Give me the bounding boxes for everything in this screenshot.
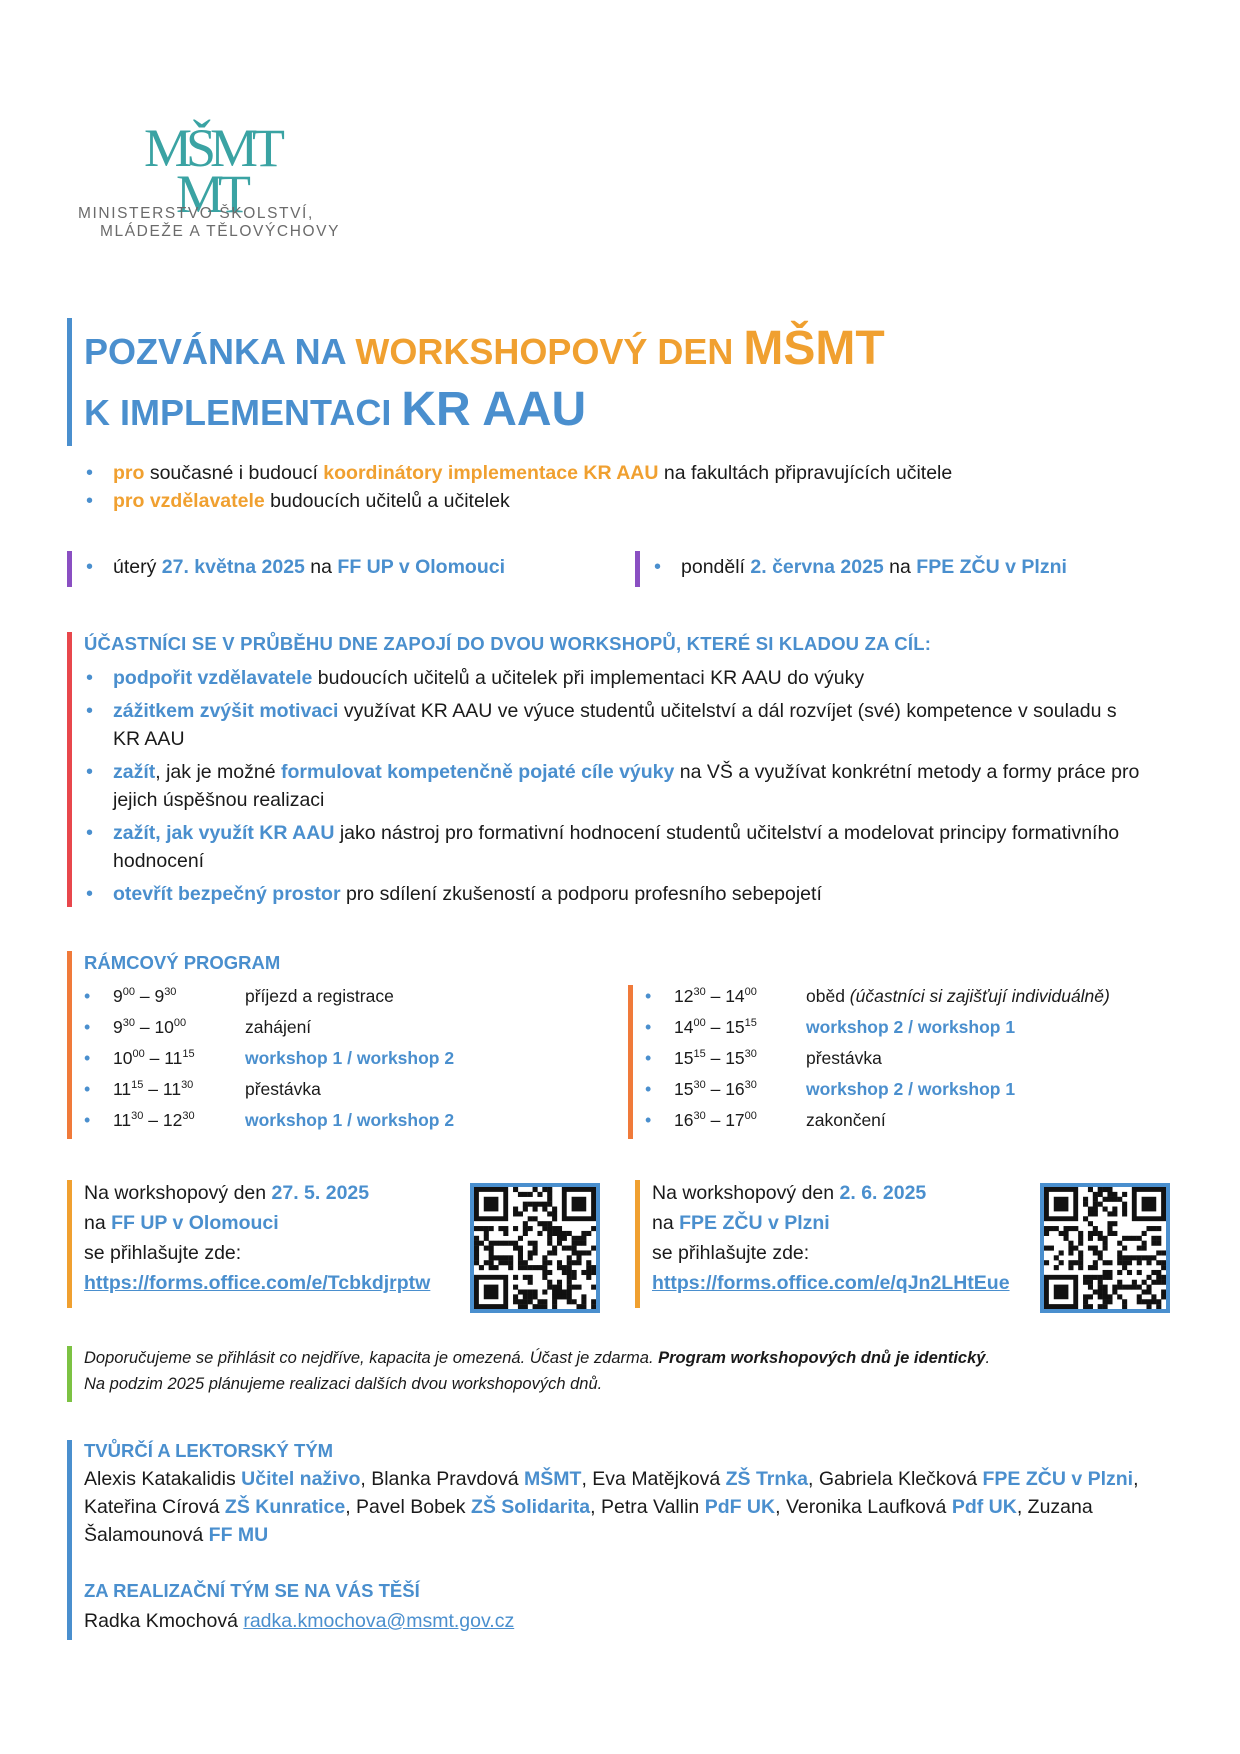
- team-member-name: Petra Vallin: [600, 1496, 705, 1518]
- team-member-name: Zuzana Šalamounová: [84, 1496, 1093, 1546]
- bullet-icon: •: [84, 1048, 91, 1068]
- program-time: $9^{30} - 10^{00}$: [113, 1017, 187, 1037]
- bullet-icon: •: [84, 1017, 91, 1037]
- list-item: • pro vzdělavatele budoucích učitelů a učitelek: [84, 487, 1164, 515]
- note-text: Doporučujeme se přihlásit co nejdříve, kapacita je omezená. Účast je zdarma. Program workshopových dnů je identický. Na podzim 2025 plánujeme realizaci dalších dvou workshopových dnů.: [84, 1349, 991, 1393]
- title-part: WORKSHOPOVÝ DEN: [355, 331, 744, 372]
- program-right: [645, 983, 1205, 1138]
- date-plzen: [652, 553, 1067, 581]
- registration-plzen: Na workshopový den 2. 6. 2025 na FPE ZČU v Plzni se přihlašujte zde: https://forms.office.com/e/qJn2LHtEue: [652, 1182, 1010, 1294]
- team-member-org: FF MU: [208, 1524, 269, 1546]
- list-item: • podpořit vzdělavatele budoucích učitelů a učitelek při implementaci KR AAU do výuky: [84, 664, 1144, 692]
- program-row: [645, 1045, 1205, 1076]
- title-part: K IMPLEMENTACI: [84, 392, 402, 433]
- goals-heading: ÚČASTNÍCI SE V PRŮBĚHU DNE ZAPOJÍ DO DVOU WORKSHOPŮ, KTERÉ SI KLADOU ZA CÍL:: [84, 633, 932, 654]
- program-time: $14^{00} - 15^{15}$: [674, 1017, 757, 1037]
- title-bar: [67, 318, 72, 446]
- bullet-icon: •: [645, 1079, 652, 1099]
- team-member-org: PdF UK: [704, 1496, 776, 1518]
- list-item: • pro současné i budoucí koordinátory implementace KR AAU na fakultách připravujících učitele: [84, 459, 1164, 487]
- program-activity: workshop 1 / workshop 2: [245, 1110, 455, 1130]
- program-row: [84, 1076, 564, 1107]
- program-row: [645, 1014, 1205, 1045]
- program-activity: zahájení: [245, 1017, 312, 1037]
- bullet-icon: •: [645, 1110, 652, 1130]
- team-member-name: Blanka Pravdová: [371, 1468, 525, 1490]
- program-row: [84, 1014, 564, 1045]
- program-activity: workshop 2 / workshop 1: [806, 1079, 1016, 1099]
- team-member-org: ZŠ Solidarita: [470, 1496, 591, 1518]
- registration-link-plzen[interactable]: https://forms.office.com/e/qJn2LHtEue: [652, 1272, 1010, 1294]
- logo-mark: MŠMT: [144, 118, 280, 178]
- program-time: $15^{15} - 15^{30}$: [674, 1048, 757, 1068]
- program-row: [645, 1107, 1205, 1138]
- logo-text: [78, 205, 340, 241]
- team-list: Alexis Katakalidis Učitel naživo, Blanka Pravdová MŠMT, Eva Matějková ZŠ Trnka, Gabriela Klečková FPE ZČU v Plzni, Kateřina Círová ZŠ Kunratice, Pavel Bobek ZŠ Solidarita, Petra Vallin PdF UK, Veronika Laufková Pdf UK, Zuzana Šalamounová FF MU: [84, 1468, 1139, 1546]
- registration-link-olomouc[interactable]: https://forms.office.com/e/Tcbkdjrptw: [84, 1272, 431, 1294]
- registration-bar: [635, 1180, 640, 1308]
- bullet-icon: •: [84, 986, 91, 1006]
- contact-heading: ZA REALIZAČNÍ TÝM SE NA VÁS TĚŠÍ: [84, 1580, 420, 1601]
- team-member-org: ZŠ Kunratice: [224, 1496, 346, 1518]
- qr-code-plzen: [1040, 1183, 1170, 1313]
- list-item: • pondělí 2. června 2025 na FPE ZČU v Plzni: [652, 553, 1067, 581]
- list-item: • otevřít bezpečný prostor pro sdílení zkušeností a podporu profesního sebepojetí: [84, 880, 1144, 908]
- program-row: [645, 1076, 1205, 1107]
- contact-line: Radka Kmochová radka.kmochova@msmt.gov.cz: [84, 1610, 515, 1632]
- program-activity: workshop 2 / workshop 1: [806, 1017, 1016, 1037]
- team-member-name: Eva Matějková: [592, 1468, 726, 1490]
- program-row: [84, 1107, 564, 1138]
- goals-list: [84, 664, 1144, 913]
- goals-bar: [67, 632, 72, 907]
- program-left: [84, 983, 564, 1138]
- team-member-name: Veronika Laufková: [785, 1496, 952, 1518]
- team-member-name: Kateřina Círová: [84, 1496, 225, 1518]
- program-activity: příjezd a registrace: [245, 986, 394, 1006]
- program-activity: oběd (účastníci si zajišťují individuálně): [806, 986, 1110, 1006]
- date-olomouc: [84, 553, 505, 581]
- bullet-icon: •: [645, 986, 652, 1006]
- qr-code-olomouc: [470, 1183, 600, 1313]
- date-bar: [67, 551, 72, 587]
- program-activity: přestávka: [245, 1079, 321, 1099]
- svg-text:MT: MT: [176, 164, 245, 224]
- date-bar: [635, 551, 640, 587]
- program-time: $10^{00} - 11^{15}$: [113, 1048, 195, 1068]
- program-heading: RÁMCOVÝ PROGRAM: [84, 952, 281, 973]
- list-item: • zažít, jak využít KR AAU jako nástroj pro formativní hodnocení studentů učitelství a modelovat principy formativního hodnocení: [84, 819, 1144, 875]
- title-part: KR AAU: [401, 383, 587, 436]
- program-time: $9^{00} - 9^{30}$: [113, 986, 177, 1006]
- team-heading: TVŮRČÍ A LEKTORSKÝ TÝM: [84, 1440, 334, 1461]
- contact-email-link[interactable]: radka.kmochova@msmt.gov.cz: [243, 1610, 515, 1632]
- program-row: [84, 1045, 564, 1076]
- audience-list: [84, 459, 1164, 515]
- registration-olomouc: Na workshopový den 27. 5. 2025 na FF UP v Olomouci se přihlašujte zde: https://forms.office.com/e/Tcbkdjrptw: [84, 1182, 431, 1294]
- team-member-org: FPE ZČU v Plzni: [982, 1468, 1134, 1490]
- team-member-name: Gabriela Klečková: [818, 1468, 983, 1490]
- list-item: • zažít, jak je možné formulovat kompetenčně pojaté cíle výuky na VŠ a využívat konkrétní metody a formy práce pro jejich úspěšnou realizaci: [84, 758, 1144, 814]
- title-part: MŠMT: [743, 322, 885, 375]
- registration-bar: [67, 1180, 72, 1308]
- program-time: $12^{30} - 14^{00}$: [674, 986, 757, 1006]
- team-member-org: MŠMT: [524, 1468, 582, 1490]
- program-time: $15^{30} - 16^{30}$: [674, 1079, 757, 1099]
- program-row: [645, 983, 1205, 1014]
- note-bar: [67, 1346, 72, 1402]
- logo-line-1: MINISTERSTVO ŠKOLSTVÍ,: [78, 205, 314, 222]
- team-member-name: Pavel Bobek: [356, 1496, 471, 1518]
- program-bar: [628, 985, 633, 1139]
- team-member-org: Učitel naživo: [241, 1468, 361, 1490]
- list-item: • zážitkem zvýšit motivaci využívat KR AAU ve výuce studentů učitelství a dál rozvíjet (své) kompetence v souladu s KR AAU: [84, 697, 1144, 753]
- team-bar: [67, 1440, 72, 1640]
- program-activity: workshop 1 / workshop 2: [245, 1048, 455, 1068]
- team-member-org: ZŠ Trnka: [725, 1468, 808, 1490]
- program-time: $16^{30} - 17^{00}$: [674, 1110, 757, 1130]
- team-member-name: Alexis Katakalidis: [84, 1468, 242, 1490]
- program-activity: zakončení: [806, 1110, 886, 1130]
- program-time: $11^{15} - 11^{30}$: [113, 1079, 194, 1099]
- bullet-icon: •: [84, 1079, 91, 1099]
- program-time: $11^{30} - 12^{30}$: [113, 1110, 195, 1130]
- program-row: [84, 983, 564, 1014]
- bullet-icon: •: [645, 1017, 652, 1037]
- logo-line-2: MLÁDEŽE A TĚLOVÝCHOVY: [100, 223, 341, 240]
- page-title: [84, 320, 885, 442]
- title-part: POZVÁNKA NA: [84, 331, 356, 372]
- bullet-icon: •: [84, 1110, 91, 1130]
- program-bar: [67, 951, 72, 1139]
- program-activity: přestávka: [806, 1048, 882, 1068]
- team-member-org: Pdf UK: [951, 1496, 1017, 1518]
- list-item: • úterý 27. května 2025 na FF UP v Olomouci: [84, 553, 505, 581]
- bullet-icon: •: [645, 1048, 652, 1068]
